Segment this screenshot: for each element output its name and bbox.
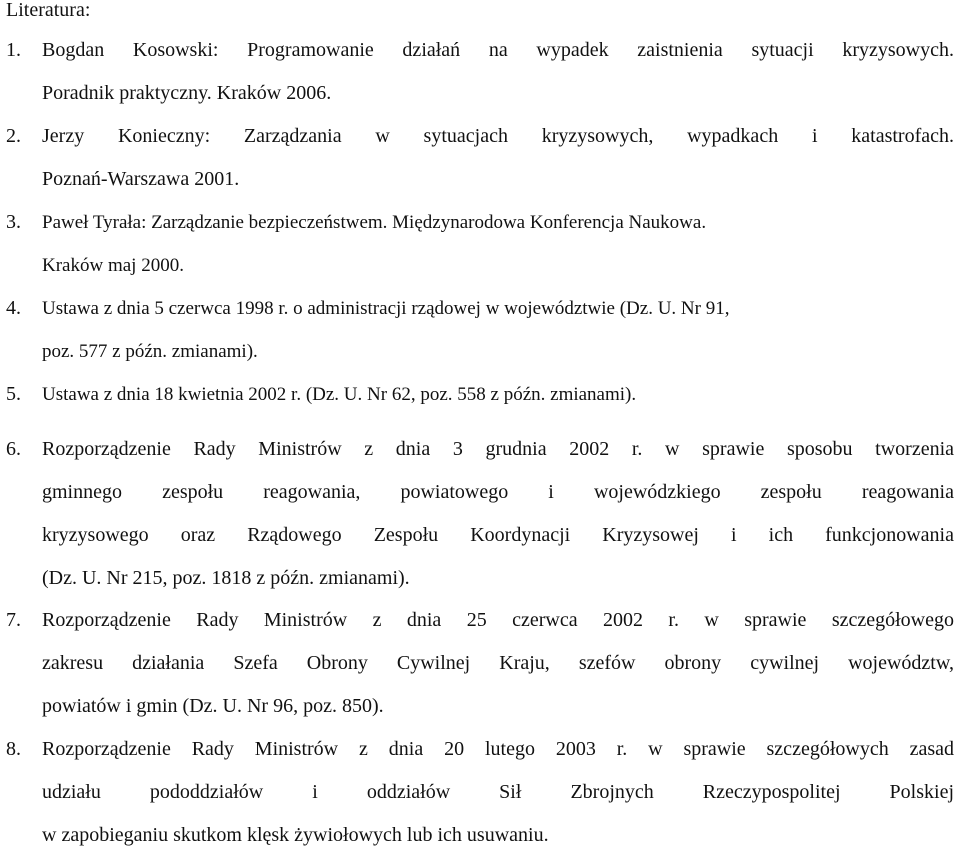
reference-line: Ustawa z dnia 18 kwietnia 2002 r. (Dz. U. Nr 62, poz. 558 z późn. zmianami). [42, 384, 637, 405]
reference-text [42, 728, 954, 857]
reference-text [42, 287, 954, 373]
reference-number: 6. [6, 438, 21, 460]
reference-text [42, 201, 954, 287]
reference-line: Poradnik praktyczny. Kraków 2006. [42, 82, 332, 104]
reference-line: gminnego zespołu reagowania, powiatowego i wojewódzkiego zespołu reagowania [42, 481, 954, 503]
reference-number: 4. [6, 297, 21, 319]
reference-text [42, 599, 954, 728]
reference-line: zakresu działania Szefa Obrony Cywilnej Kraju, szefów obrony cywilnej województw, [42, 652, 954, 674]
reference-line: Poznań-Warszawa 2001. [42, 168, 240, 190]
reference-line: udziału pododdziałów i oddziałów Sił Zbrojnych Rzeczypospolitej Polskiej [42, 781, 954, 803]
reference-number: 8. [6, 738, 21, 760]
reference-line: w zapobieganiu skutkom klęsk żywiołowych lub ich usuwaniu. [42, 824, 549, 846]
reference-line: Kraków maj 2000. [42, 255, 184, 276]
section-heading: Literatura: [6, 0, 91, 21]
reference-text [42, 373, 954, 416]
reference-line: (Dz. U. Nr 215, poz. 1818 z późn. zmianami). [42, 567, 410, 589]
reference-line: powiatów i gmin (Dz. U. Nr 96, poz. 850). [42, 695, 384, 717]
reference-number: 1. [6, 39, 21, 61]
reference-line: Rozporządzenie Rady Ministrów z dnia 3 grudnia 2002 r. w sprawie sposobu tworzenia [42, 438, 954, 460]
reference-number: 2. [6, 125, 21, 147]
reference-line: Ustawa z dnia 5 czerwca 1998 r. o administracji rządowej w województwie (Dz. U. Nr 91, [42, 298, 730, 319]
reference-text [42, 29, 954, 115]
reference-text [42, 115, 954, 201]
reference-number: 3. [6, 211, 21, 233]
reference-line: Jerzy Konieczny: Zarządzania w sytuacjach kryzysowych, wypadkach i katastrofach. [42, 125, 954, 147]
reference-line: Paweł Tyrała: Zarządzanie bezpieczeństwem. Międzynarodowa Konferencja Naukowa. [42, 212, 707, 233]
reference-text [42, 428, 954, 600]
reference-number: 7. [6, 609, 21, 631]
reference-number: 5. [6, 383, 21, 405]
reference-line: poz. 577 z późn. zmianami). [42, 341, 258, 362]
reference-line: Rozporządzenie Rady Ministrów z dnia 25 czerwca 2002 r. w sprawie szczegółowego [42, 609, 954, 631]
reference-line: Rozporządzenie Rady Ministrów z dnia 20 lutego 2003 r. w sprawie szczegółowych zasad [42, 738, 954, 760]
reference-line: kryzysowego oraz Rządowego Zespołu Koordynacji Kryzysowej i ich funkcjonowania [42, 524, 954, 546]
reference-line: Bogdan Kosowski: Programowanie działań na wypadek zaistnienia sytuacji kryzysowych. [42, 39, 954, 61]
